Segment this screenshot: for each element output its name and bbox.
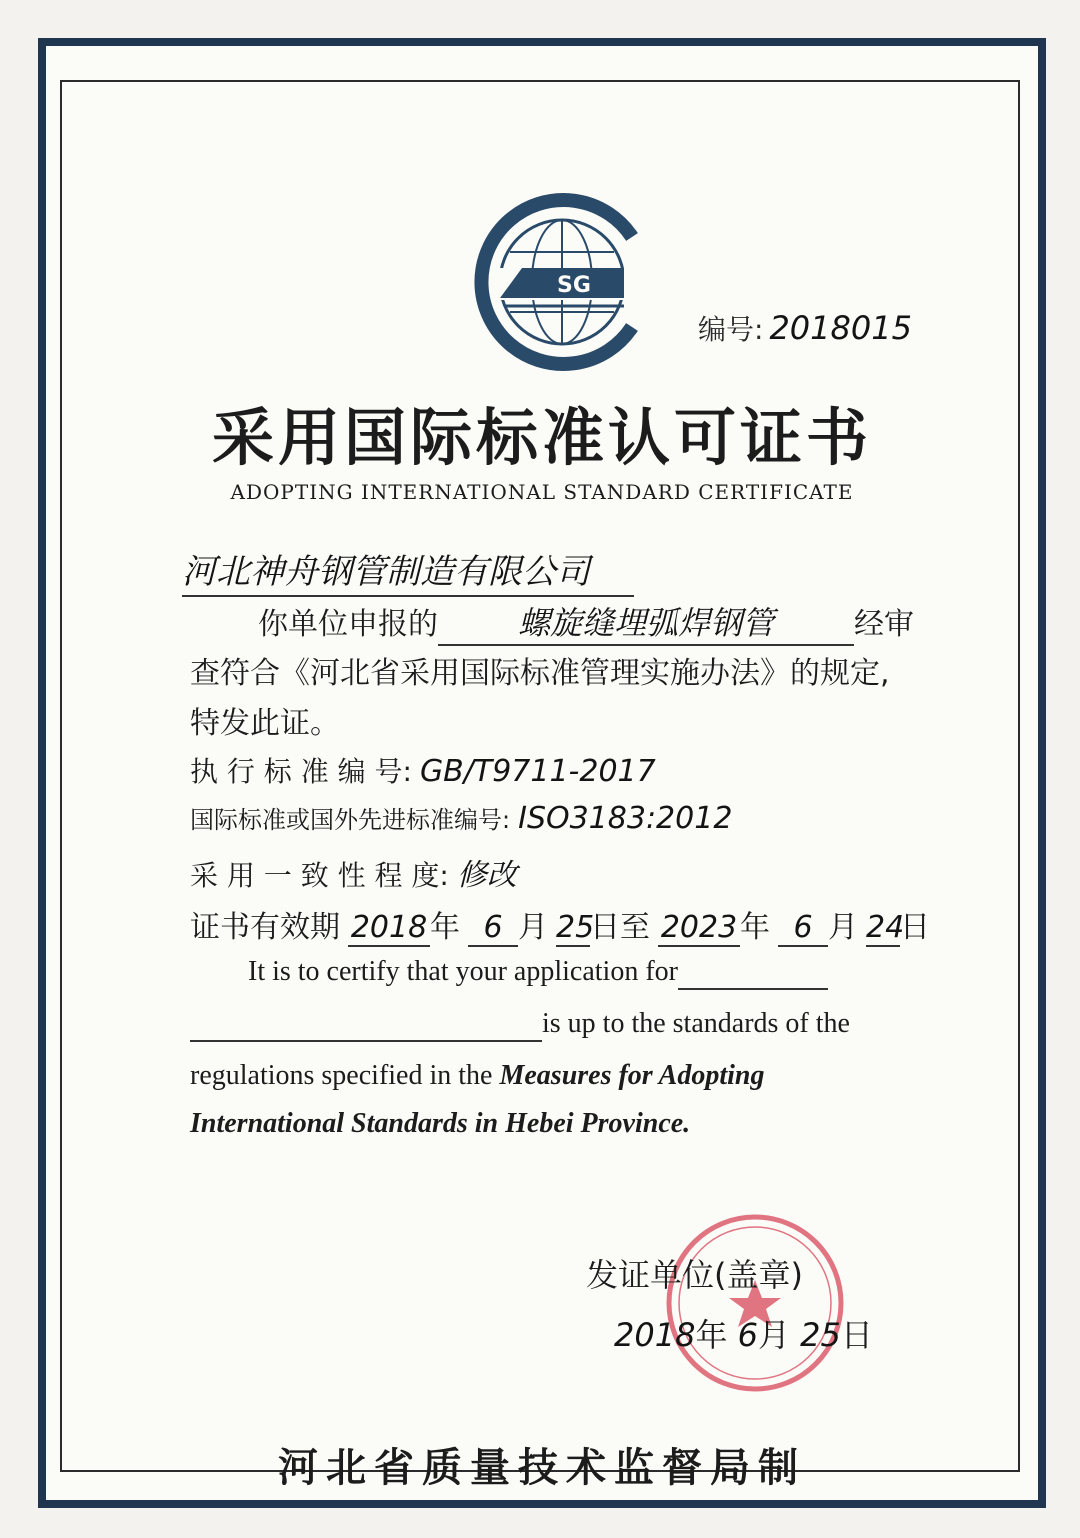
issue-year-char: 年 <box>695 1316 728 1354</box>
standard-number-value: GB/T9711-2017 <box>419 754 656 789</box>
valid-from-day: 25 <box>556 910 595 945</box>
valid-from-month: 6 <box>468 910 518 947</box>
day-char-1: 日 <box>900 910 930 945</box>
certificate-number-label: 编号: <box>698 313 764 346</box>
english-line-3 <box>190 1060 930 1092</box>
svg-text:SG: SG <box>557 273 591 298</box>
issue-day-char: 日 <box>840 1316 873 1354</box>
csg-emblem-icon <box>462 182 662 382</box>
line1-prefix: 你单位申报的 <box>258 607 438 642</box>
title-chinese: 采用国际标准认可证书 <box>211 401 872 474</box>
certificate-number <box>698 308 912 348</box>
english-blank-2 <box>190 1008 542 1042</box>
validity-label: 证书有效期 <box>190 910 340 945</box>
outer-frame <box>38 38 1046 1508</box>
footer-authority: 河北省质量技术监督局制 <box>278 1445 806 1491</box>
inner-frame <box>60 80 1020 1491</box>
intl-standard-number <box>190 800 732 836</box>
intl-standard-label: 国际标准或国外先进标准编号: <box>190 806 511 834</box>
issue-month-char: 月 <box>757 1316 790 1354</box>
english-line-1-text: It is to certify that your application for <box>248 956 678 987</box>
month-char-2: 月 <box>828 910 858 945</box>
validity-period <box>190 902 930 947</box>
english-line-3-text: regulations specified in the <box>190 1060 493 1091</box>
standard-number <box>190 750 656 790</box>
certificate-number-value: 2018015 <box>769 309 912 347</box>
to-char: 日至 <box>590 910 650 945</box>
year-char-1: 年 <box>430 910 460 945</box>
english-line-2-text: is up to the standards of the <box>542 1008 850 1039</box>
title-english: ADOPTING INTERNATIONAL STANDARD CERTIFICATE <box>230 480 854 504</box>
line1-suffix: 经审 <box>854 607 914 642</box>
issue-day: 25 <box>800 1316 841 1354</box>
company-name: 河北神舟钢管制造有限公司 <box>182 544 634 597</box>
year-char-2: 年 <box>740 910 770 945</box>
valid-to-year: 2023 <box>658 910 740 947</box>
issuing-unit: 发证单位(盖章) <box>586 1256 803 1294</box>
standard-number-label: 执 行 标 准 编 号: <box>190 755 412 788</box>
intl-standard-value: ISO3183:2012 <box>518 801 733 836</box>
official-seal-icon <box>662 1210 848 1396</box>
issue-year: 2018 <box>614 1316 696 1354</box>
valid-from-year: 2018 <box>348 910 430 947</box>
issue-date <box>614 1310 873 1356</box>
english-line-2 <box>190 1008 930 1042</box>
english-line-4: International Standards in Hebei Province. <box>190 1108 691 1139</box>
application-line <box>258 598 914 646</box>
valid-to-month: 6 <box>778 910 828 947</box>
month-char-1: 月 <box>518 910 548 945</box>
valid-to-day: 24 <box>866 910 905 945</box>
issue-month: 6 <box>737 1316 758 1354</box>
regulation-line: 查符合《河北省采用国际标准管理实施办法》的规定, <box>190 656 890 691</box>
english-line-1 <box>248 956 928 990</box>
consistency-degree-label: 采 用 一 致 性 程 度: <box>190 859 449 892</box>
consistency-degree-value: 修改 <box>456 858 517 893</box>
product-name: 螺旋缝埋弧焊钢管 <box>438 598 854 646</box>
english-measures-title: Measures for Adopting <box>499 1060 765 1091</box>
english-blank-1 <box>678 956 828 990</box>
consistency-degree <box>190 850 517 894</box>
issued-line: 特发此证。 <box>190 706 340 741</box>
